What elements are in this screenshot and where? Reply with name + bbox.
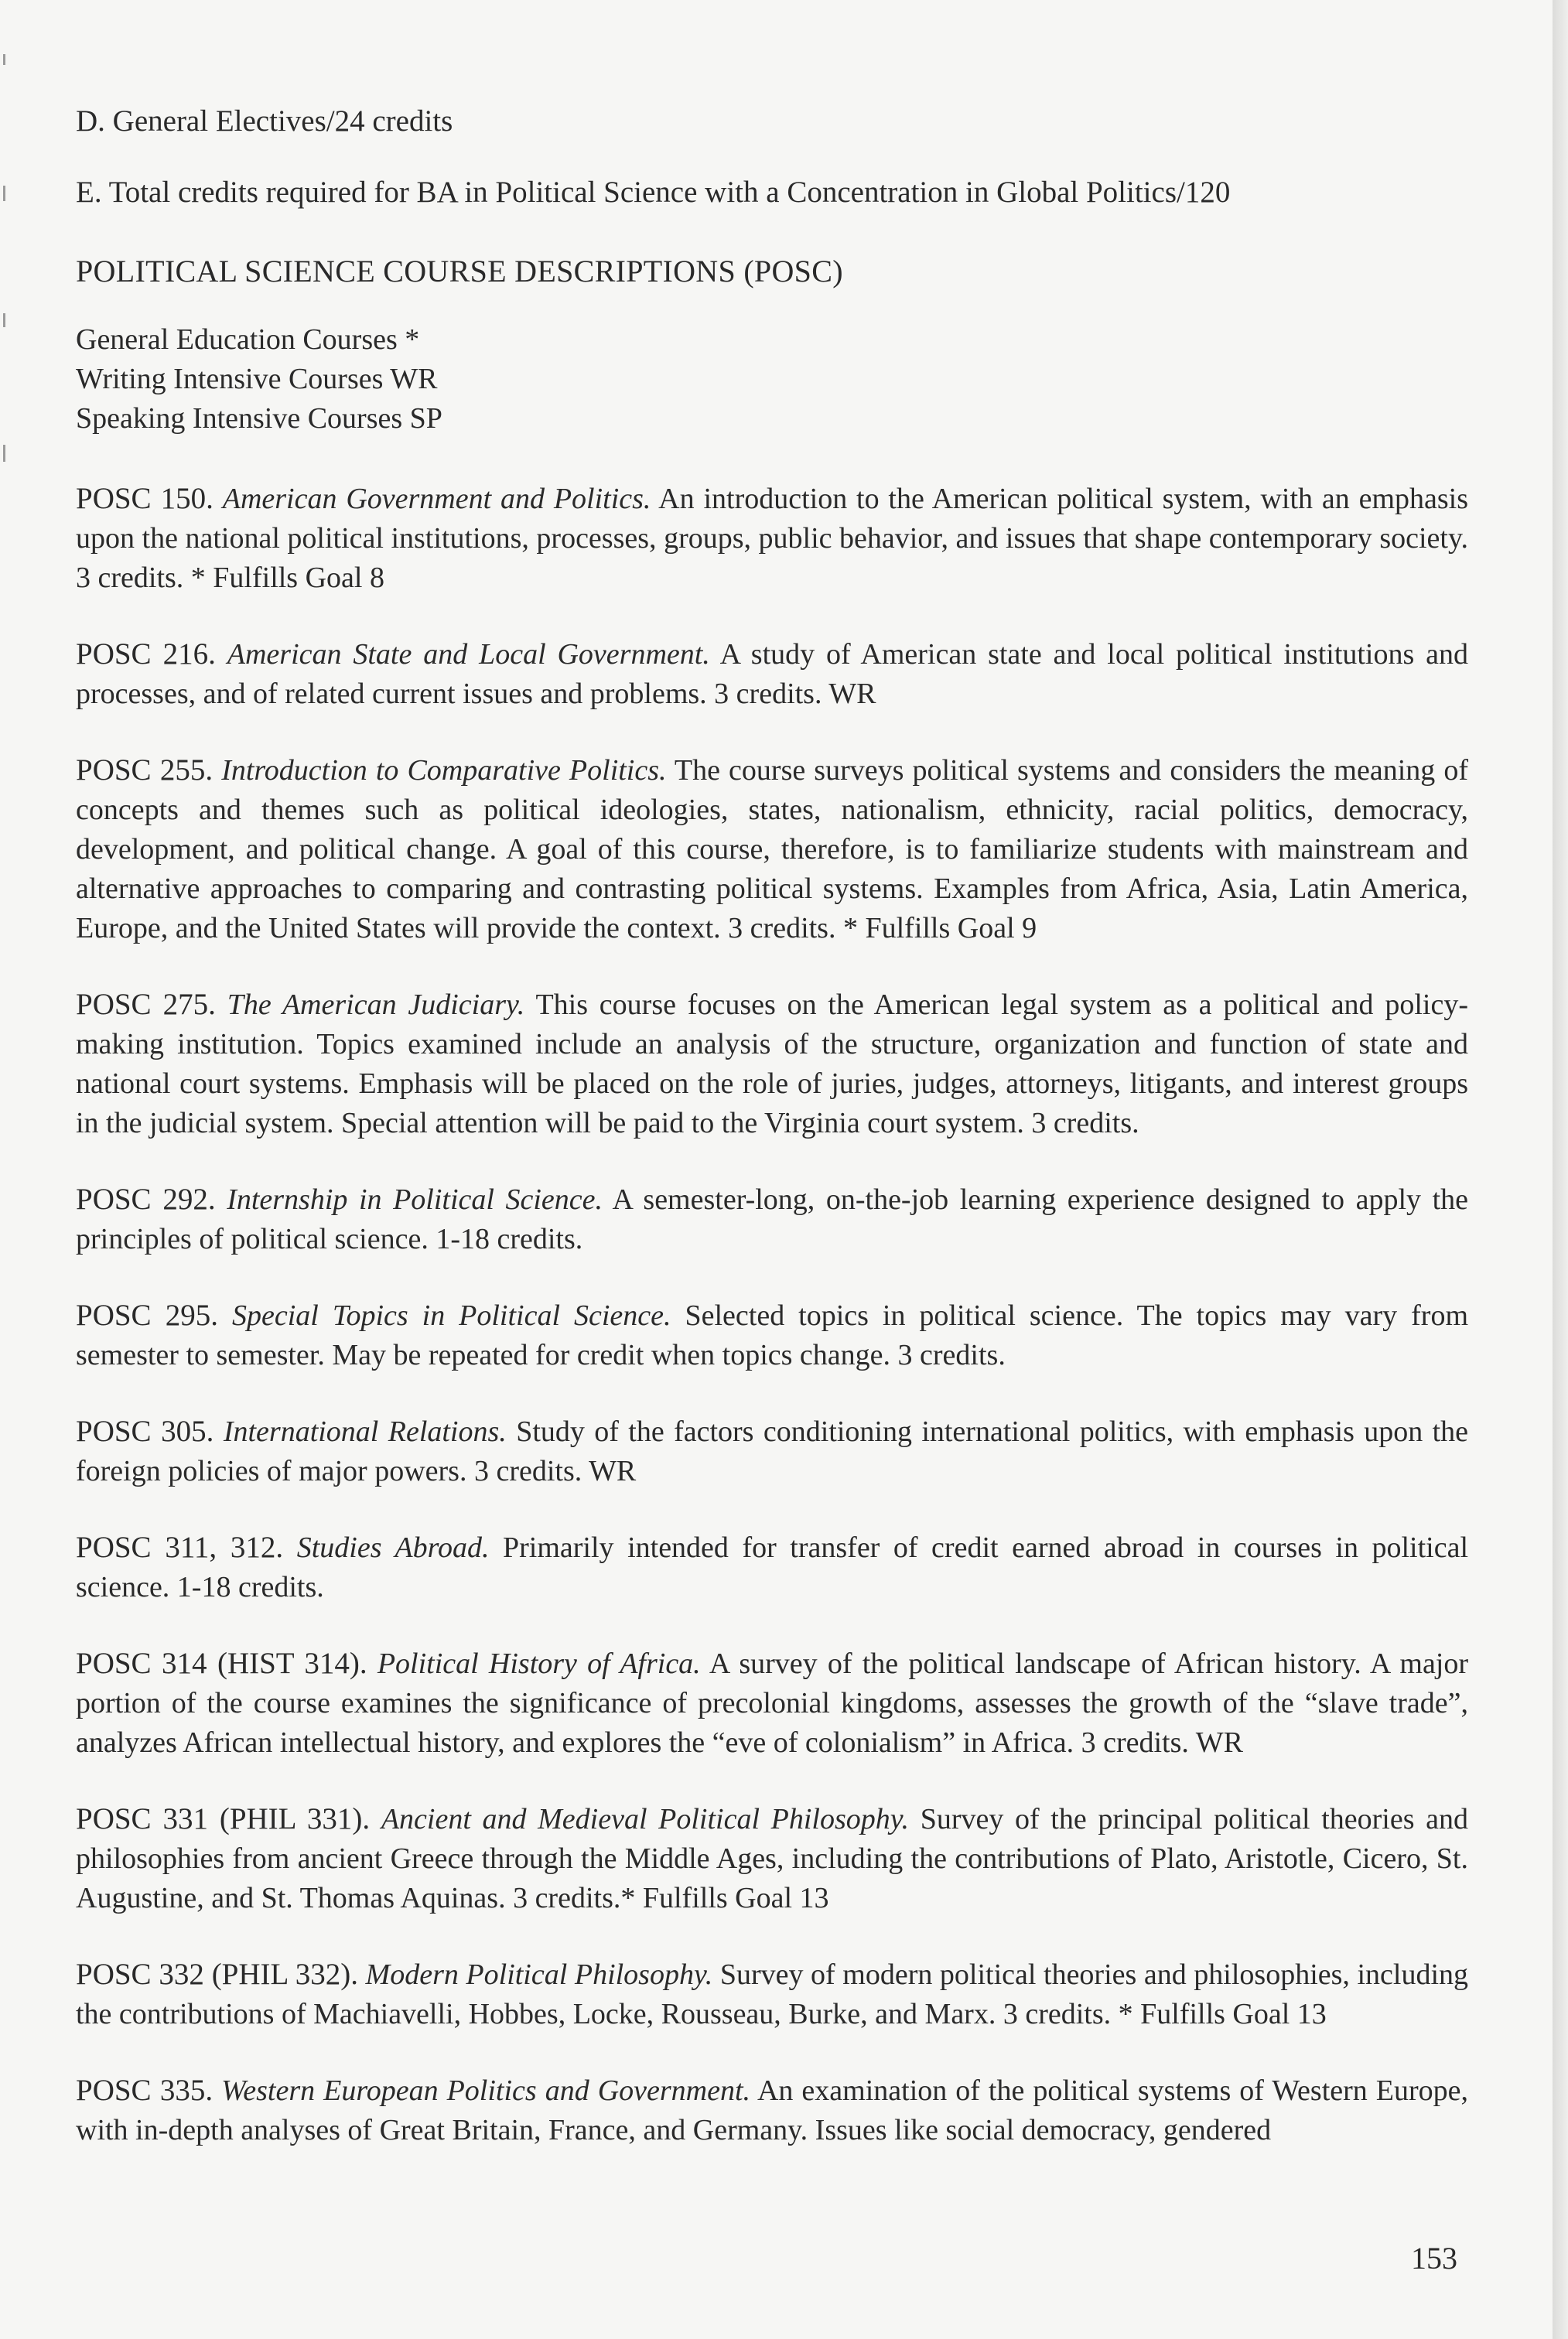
scan-mark <box>3 186 5 201</box>
course-code: POSC 295. <box>76 1299 219 1332</box>
course-code: POSC 314 (HIST 314). <box>76 1647 367 1680</box>
course-posc-292 <box>76 1180 1468 1259</box>
course-code: POSC 331 (PHIL 331). <box>76 1802 371 1835</box>
course-title: Western European Politics and Government. <box>221 2074 751 2107</box>
course-code: POSC 311, 312. <box>76 1531 284 1564</box>
course-description: A survey of the political landscape of African history. A major portion of the course examines the significance of precolonial kingdoms, assesses the growth of the “slave trade”, analyzes African intellectual history, and explores the “eve of colonialism” in Africa. 3 credits. WR <box>76 1648 1469 1759</box>
course-description: Primarily intended for transfer of credit earned abroad in courses in political science. 1-18 credits. <box>76 1531 1469 1603</box>
course-posc-305 <box>76 1412 1468 1491</box>
course-posc-311-312 <box>76 1528 1468 1607</box>
course-description: An examination of the political systems of Western Europe, with in-depth analyses of Great Britain, France, and Germany. Issues like social democracy, gendered <box>76 2074 1469 2146</box>
course-posc-331 <box>76 1799 1468 1918</box>
course-description: Study of the factors conditioning international politics, with emphasis upon the foreign policies of major powers. 3 credits. WR <box>76 1415 1469 1487</box>
section-e-total-credits: E. Total credits required for BA in Political Science with a Concentration in Global Politics/120 <box>76 176 1231 209</box>
scan-mark <box>3 313 5 327</box>
course-title: International Relations. <box>223 1415 507 1448</box>
course-posc-255 <box>76 750 1468 948</box>
course-posc-216 <box>76 634 1468 714</box>
course-description: A study of American state and local political institutions and processes, and of related current issues and problems. 3 credits. WR <box>76 638 1469 710</box>
course-title: Ancient and Medieval Political Philosophy. <box>381 1803 910 1835</box>
course-description: Survey of modern political theories and philosophies, including the contributions of Machiavelli, Hobbes, Locke, Rousseau, Burke, and Marx. 3 credits. * Fulfills Goal 13 <box>76 1958 1469 2030</box>
course-description: This course focuses on the American legal system as a political and policy-making institution. Topics examined include an analysis of the structure, organization and function of state and national court systems. Emphasis will be placed on the role of juries, judges, attorneys, litigants, and interest groups in the judicial system. Special attention will be paid to the Virginia court system. 3 credits. <box>76 989 1469 1139</box>
course-title: Modern Political Philosophy. <box>365 1958 713 1991</box>
course-title: Introduction to Comparative Politics. <box>221 754 667 787</box>
course-descriptions-heading: POLITICAL SCIENCE COURSE DESCRIPTIONS (POSC) <box>76 254 843 289</box>
course-code: POSC 332 (PHIL 332). <box>76 1958 358 1991</box>
course-code: POSC 275. <box>76 988 216 1021</box>
course-code: POSC 216. <box>76 637 216 671</box>
course-code: POSC 150. <box>76 482 214 515</box>
course-posc-150 <box>76 479 1468 598</box>
course-title: American State and Local Government. <box>227 638 710 671</box>
course-posc-295 <box>76 1296 1468 1375</box>
course-code: POSC 255. <box>76 753 214 787</box>
course-title: Special Topics in Political Science. <box>232 1299 671 1332</box>
course-description: A semester-long, on-the-job learning experience designed to apply the principles of political science. 1-18 credits. <box>76 1183 1469 1255</box>
scan-mark <box>3 54 5 65</box>
course-code: POSC 335. <box>76 2074 214 2107</box>
scan-mark <box>3 445 5 462</box>
section-d-electives: D. General Electives/24 credits <box>76 104 453 138</box>
page-edge-shadow <box>1553 0 1568 2339</box>
legend-writing-intensive: Writing Intensive Courses WR <box>76 363 438 395</box>
course-legend <box>76 320 1468 439</box>
course-title: The American Judiciary. <box>227 989 525 1021</box>
course-title: American Government and Politics. <box>222 483 651 515</box>
course-description: Selected topics in political science. The topics may vary from semester to semester. May be repeated for credit when topics change. 3 credits. <box>76 1299 1469 1371</box>
course-description: An introduction to the American political system, with an emphasis upon the national political institutions, processes, groups, public behavior, and issues that shape contemporary society. 3 credits. * Fulfills Goal 8 <box>76 483 1469 594</box>
course-code: POSC 305. <box>76 1415 214 1448</box>
page-content <box>76 91 1468 2150</box>
course-posc-332 <box>76 1955 1468 2034</box>
course-title: Internship in Political Science. <box>227 1183 603 1216</box>
course-posc-275 <box>76 985 1468 1143</box>
course-posc-335 <box>76 2071 1468 2150</box>
course-title: Studies Abroad. <box>296 1531 490 1564</box>
course-description: The course surveys political systems and considers the meaning of concepts and themes such as political ideologies, states, nationalism, ethnicity, racial politics, democracy, development, and political change. A goal of this course, therefore, is to familiarize students with mainstream and alternative approaches to comparing and contrasting political systems. Examples from Africa, Asia, Latin America, Europe, and the United States will provide the context. 3 credits. * Fulfills Goal 9 <box>76 754 1468 944</box>
legend-general-education: General Education Courses * <box>76 323 420 356</box>
course-title: Political History of Africa. <box>377 1648 701 1680</box>
page-number: 153 <box>1411 2241 1457 2276</box>
course-code: POSC 292. <box>76 1183 216 1216</box>
course-description: Survey of the principal political theories and philosophies from ancient Greece through the Middle Ages, including the contributions of Plato, Aristotle, Cicero, St. Augustine, and St. Thomas Aquinas. 3 credits.* Fulfills Goal 13 <box>76 1803 1469 1914</box>
course-posc-314 <box>76 1644 1468 1763</box>
legend-speaking-intensive: Speaking Intensive Courses SP <box>76 402 442 435</box>
